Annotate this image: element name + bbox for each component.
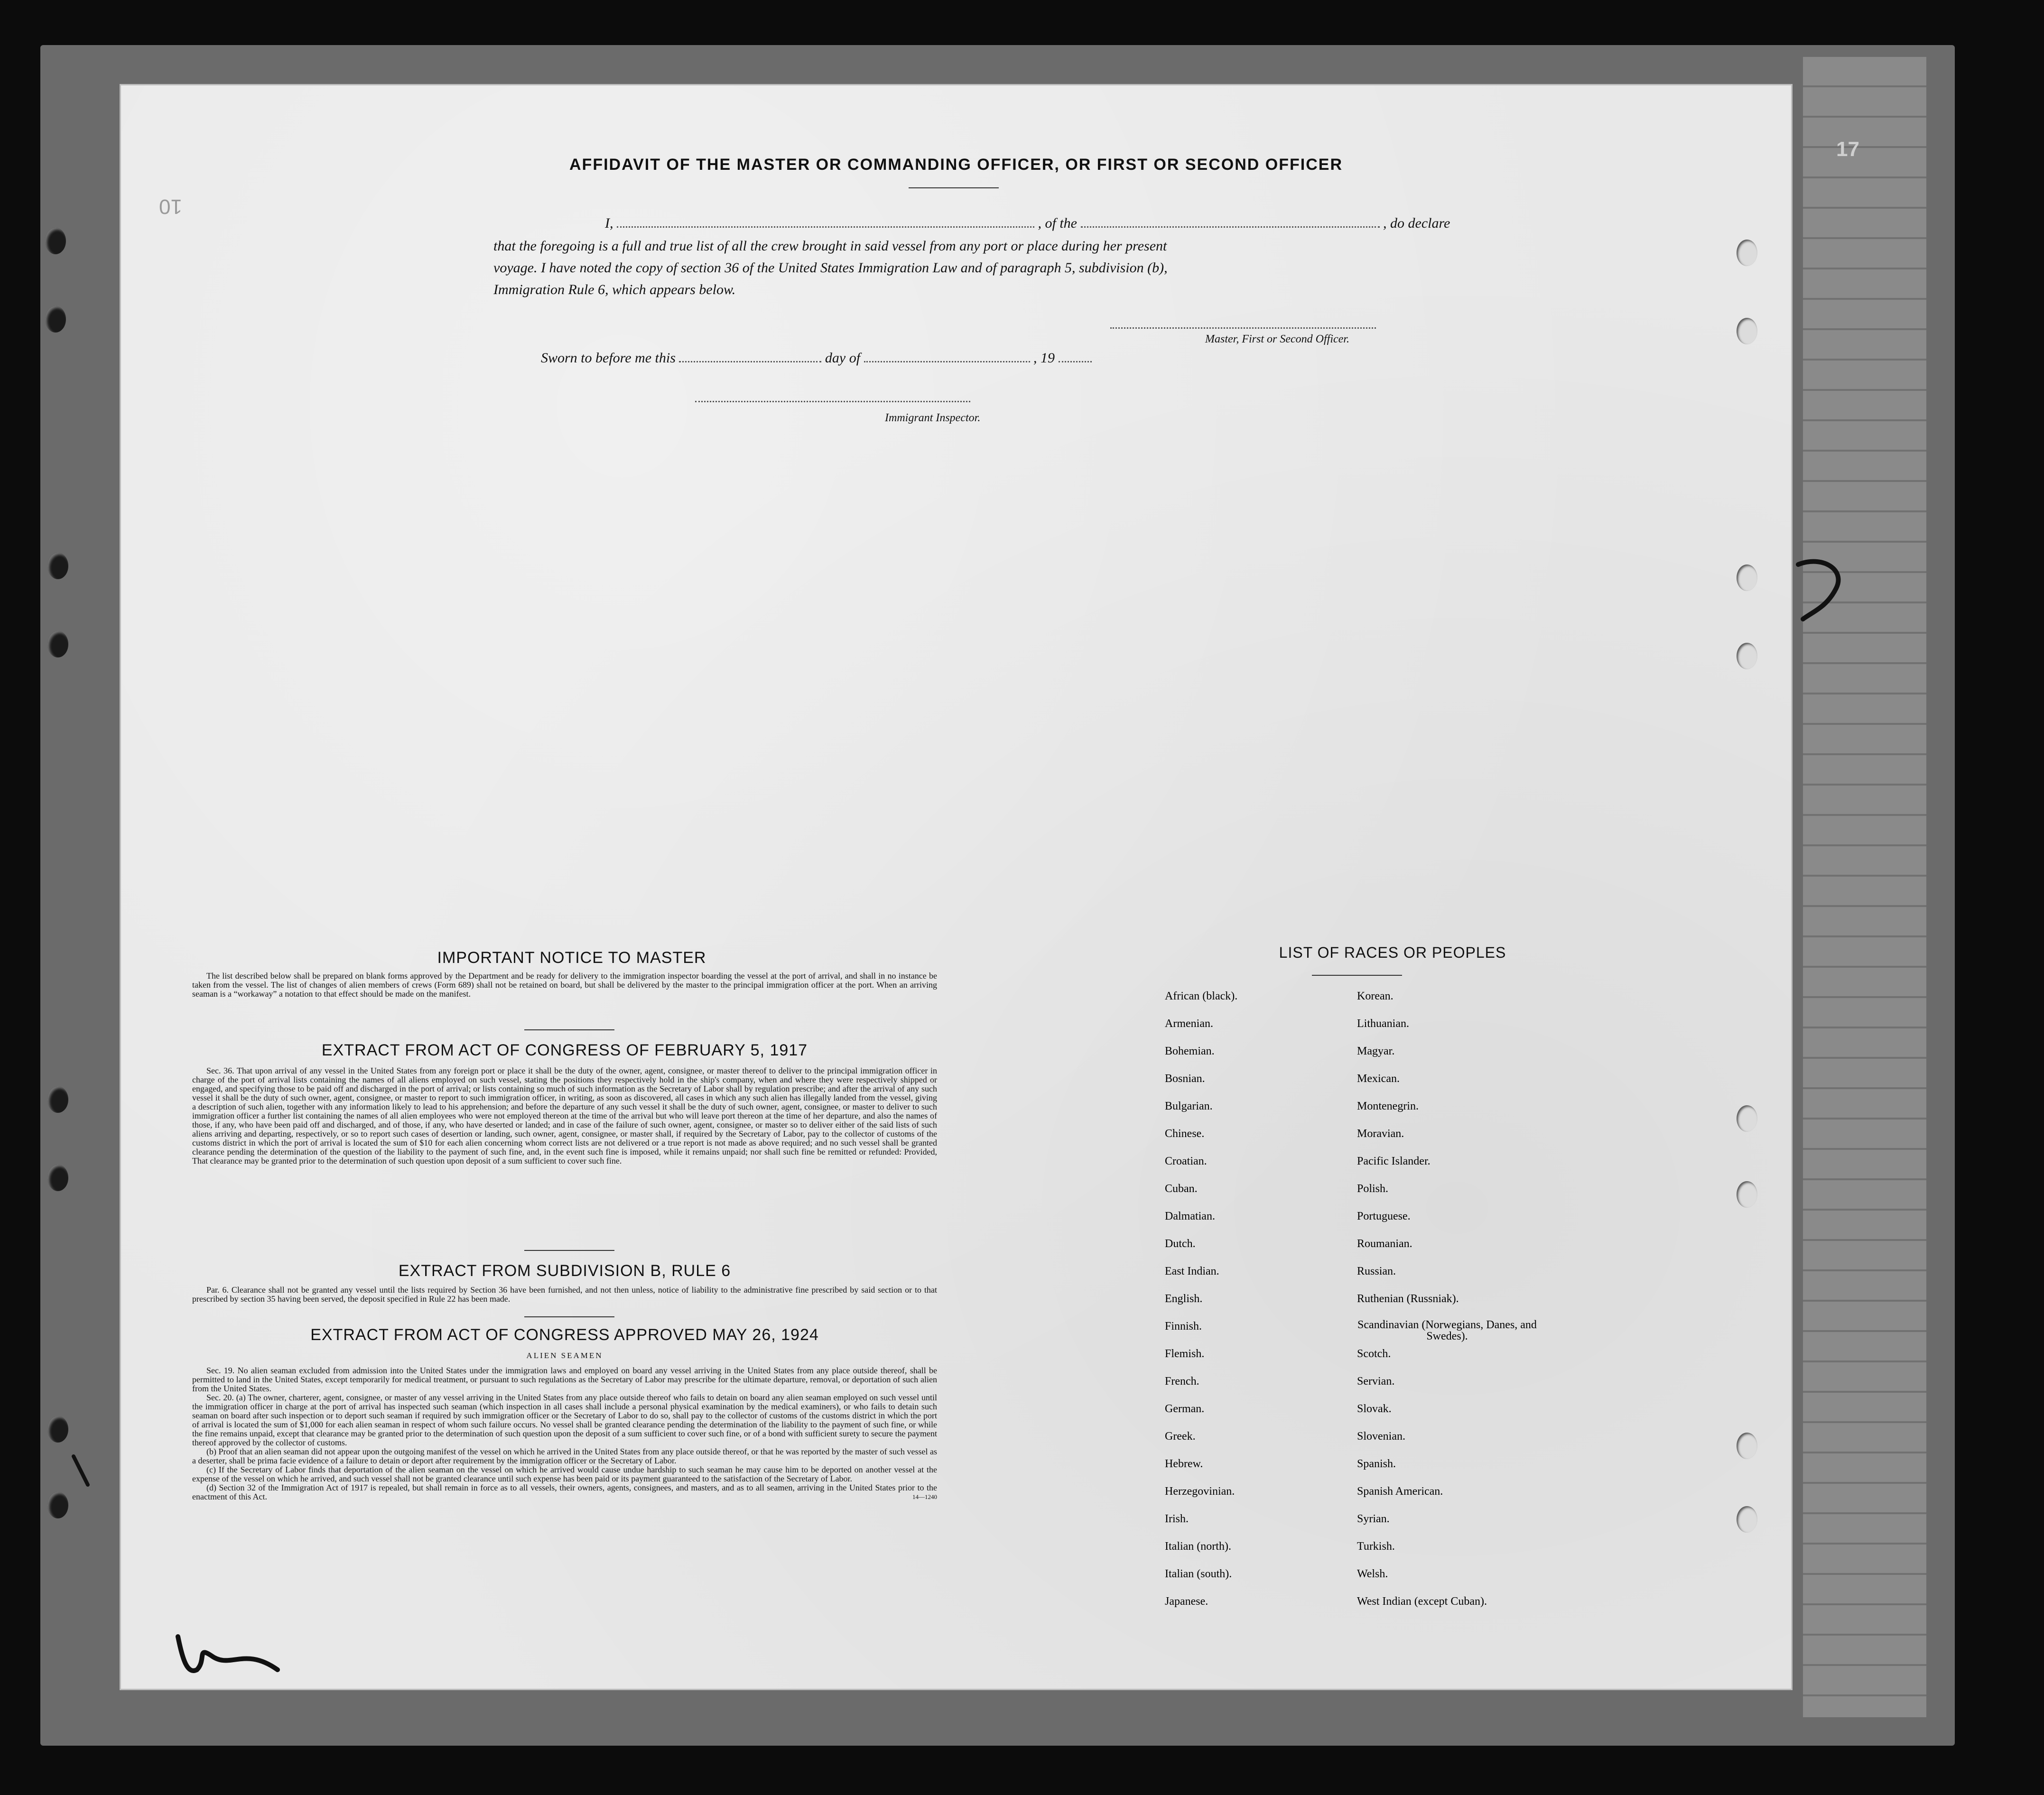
race-item: Finnish. (1165, 1320, 1202, 1332)
race-item: Bulgarian. (1165, 1100, 1213, 1112)
extract-1924-title: EXTRACT FROM ACT OF CONGRESS APPROVED MAY 26, 1924 (310, 1326, 819, 1344)
race-item: Italian (north). (1165, 1540, 1231, 1553)
race-item: Greek. (1165, 1430, 1196, 1443)
binder-hole (47, 1416, 68, 1443)
notice-title: IMPORTANT NOTICE TO MASTER (437, 949, 706, 967)
binder-hole (47, 1492, 68, 1518)
race-item: Hebrew. (1165, 1458, 1203, 1470)
race-item: Croatian. (1165, 1155, 1207, 1167)
page-number: 17 (1836, 138, 1859, 161)
affidavit-line-2: that the foregoing is a full and true list of all the crew brought in said vessel from any port or place during her present (493, 238, 1167, 254)
sec20d-paragraph: (d) Section 32 of the Immigration Act of 1917 is repealed, but shall remain in force as to all vessels, their owners, agents, consignees, and masters, and as to all seamen, arriving in the United States prior to the enactment of this Act. 14—1240 (192, 1483, 937, 1501)
extract-rule6-text: Par. 6. Clearance shall not be granted any vessel until the lists required by Section 36 have been furnished, and not then unless, notice of liability to the administrative fine prescribed by said section or to that prescribed by section 35 having been served, the deposit specified in Rule 22 has been made. (192, 1285, 937, 1304)
section-divider (524, 1029, 614, 1030)
race-item: Ruthenian (Russniak). (1357, 1293, 1459, 1305)
binder-hole (1737, 643, 1757, 669)
race-item: Spanish American. (1357, 1485, 1443, 1498)
binder-hole (1737, 1181, 1757, 1208)
title-underline (909, 187, 999, 188)
race-item: Montenegrin. (1357, 1100, 1419, 1112)
section-divider (524, 1316, 614, 1317)
sec20c-paragraph: (c) If the Secretary of Labor finds that deportation of the alien seaman on the vessel on which he arrived would cause undue hardship to such seaman he may cause him to be deported on another vessel at the expense of the vessel on which he arrived, and such vessel shall not be granted clearance until such expense has been paid or its payment guaranteed to the satisfaction of the Secretary of Labor. (192, 1465, 937, 1483)
sec20a-paragraph: Sec. 20. (a) The owner, charterer, agent, consignee, or master of any vessel arriving in the United States from any place outside thereof who fails to detain on board any alien seaman employed on such vessel until the immigration officer in charge at the port of arrival has inspected such seaman (which inspection in all cases shall include a personal physical examination by the medical examiners), or who fails to detain such seaman on board after such inspection or to deport such seaman if required by such immigration officer or the Secretary of Labor to do so, shall pay to the collector of customs of the customs district in which the port of arrival is located the sum of $1,000 for each alien seaman in respect of whom such failure occurs. No vessel shall be granted clearance pending the determination of the liability to the payment of such fine, or while the fine remains unpaid, except that clearance may be granted prior to the determination of such question upon the deposit of a sum sufficient to cover such fine, or of a bond with sufficient surety to secure the payment thereof approved by the collector of customs. (192, 1393, 937, 1447)
race-item: Welsh. (1357, 1568, 1388, 1580)
races-left-column (1165, 989, 1336, 1622)
race-item: Portuguese. (1357, 1210, 1411, 1222)
binder-hole (1737, 564, 1757, 591)
affidavit-line-1: I, , of the , do declare (605, 215, 1450, 231)
race-item: French. (1165, 1375, 1199, 1388)
binder-hole (1737, 1105, 1757, 1132)
race-item: Japanese. (1165, 1595, 1208, 1608)
race-item: Flemish. (1165, 1348, 1205, 1360)
race-item: Roumanian. (1357, 1238, 1412, 1250)
officer-signature-line (1110, 327, 1376, 329)
race-item: Spanish. (1357, 1458, 1396, 1470)
section-divider (524, 1250, 614, 1251)
affidavit-line-4: Immigration Rule 6, which appears below. (493, 282, 736, 297)
race-item: Irish. (1165, 1513, 1189, 1525)
race-item: Korean. (1357, 990, 1394, 1002)
race-item: Bohemian. (1165, 1045, 1215, 1057)
race-item: Magyar. (1357, 1045, 1395, 1057)
handwritten-mark (69, 1452, 97, 1490)
race-item: African (black). (1165, 990, 1238, 1002)
races-title-underline (1312, 975, 1402, 976)
race-item: Pacific Islander. (1357, 1155, 1431, 1167)
race-item: Dalmatian. (1165, 1210, 1215, 1222)
sworn-line: Sworn to before me this day of , 19 (541, 347, 1092, 369)
race-item: Servian. (1357, 1375, 1395, 1388)
race-item: Chinese. (1165, 1128, 1205, 1140)
race-item: Lithuanian. (1357, 1018, 1409, 1030)
races-right-column (1357, 989, 1556, 1622)
race-item: Scotch. (1357, 1348, 1391, 1360)
affidavit-title: AFFIDAVIT OF THE MASTER OR COMMANDING OFFICER, OR FIRST OR SECOND OFFICER (569, 156, 1343, 174)
race-item: Mexican. (1357, 1073, 1400, 1085)
inspector-caption: Immigrant Inspector. (885, 412, 981, 424)
race-item: Cuban. (1165, 1183, 1198, 1195)
extract-1924-text (192, 1366, 937, 1501)
race-item: English. (1165, 1293, 1203, 1305)
race-item: East Indian. (1165, 1265, 1219, 1277)
binder-hole (45, 306, 66, 333)
binder-hole (47, 1086, 68, 1113)
races-title: LIST OF RACES OR PEOPLES (1279, 944, 1506, 961)
extract-1917-title: EXTRACT FROM ACT OF CONGRESS OF FEBRUARY 5, 1917 (321, 1041, 808, 1059)
alien-seamen-subtitle: ALIEN SEAMEN (526, 1351, 603, 1360)
stacked-page-edges (1803, 57, 1926, 1717)
handwritten-mark (1793, 555, 1850, 621)
binder-hole (47, 553, 68, 579)
sec19-paragraph: Sec. 19. No alien seaman excluded from admission into the United States under the immigration laws and employed on board any vessel arriving in the United States from any place outside thereof, shall be permitted to land in the United States, except temporarily for medical treatment, or pursuant to such regulations as the Secretary of Labor may prescribe for the ultimate departure, removal, or deportation of such alien from the United States. (192, 1366, 937, 1393)
race-item: West Indian (except Cuban). (1357, 1595, 1487, 1608)
race-item: Moravian. (1357, 1128, 1404, 1140)
race-item: Armenian. (1165, 1018, 1213, 1030)
notice-text: The list described below shall be prepared on blank forms approved by the Department and be ready for delivery to the immigration inspector boarding the vessel at the port of arrival, and shall in no instance be taken from the vessel. The list of changes of alien members of crews (Form 689) shall not be retained on board, but shall be delivered by the master to the principal immigration officer at the port. When an arriving seaman is a “workaway” a notation to that effect should be made on the manifest. (192, 971, 937, 999)
extract-rule6-title: EXTRACT FROM SUBDIVISION B, RULE 6 (398, 1262, 731, 1280)
bleed-through-mark: 10 (159, 195, 182, 218)
race-item: Dutch. (1165, 1238, 1196, 1250)
officer-caption: Master, First or Second Officer. (1205, 333, 1349, 345)
race-item: Polish. (1357, 1183, 1389, 1195)
binder-hole (1737, 1506, 1757, 1533)
race-item: Bosnian. (1165, 1073, 1205, 1085)
race-item: Scandinavian (Norwegians, Danes, and Swedes). (1357, 1319, 1537, 1342)
extract-1917-text: Sec. 36. That upon arrival of any vessel in the United States from any foreign port or place it shall be the duty of the owner, agent, consignee, or master thereof to deliver to the principal immigration officer in charge of the port of arrival lists containing the names of all aliens employed on such vessel, stating the positions they respectively hold in the ship's company, when and where they were respectively shipped or engaged, and specifying those to be paid off and discharged in the port of arrival; or lists containing so much of such information as the Secretary of Labor shall by regulation prescribe; and after the arrival of any such vessel it shall be the duty of such owner, agent, consignee, or master to report to such immigration officer, in writing, as soon as discovered, all cases in which any such alien has illegally landed from the vessel, giving a description of such alien, together with any information likely to lead to his apprehension; and before the departure of any such vessel it shall be the duty of such owner, agent, consignee, or master to deliver to such immigration officer a further list containing the names of all alien employees who were not employed thereon at the time of the arrival but who will leave port thereon at the time of her departure, and also the names of those, if any, who have been paid off and discharged, and of those, if any, who have deserted or landed; and in case of the failure of such owner, agent, consignee, or master so to deliver either of the said lists of such aliens arriving and departing, respectively, or so to report such cases of desertion or landing, such owner, agent, consignee, or master shall, if required by the Secretary of Labor, pay to the collector of customs of the customs district in which the port of arrival is located the sum of $10 for each alien concerning whom correct lists are not delivered or a true report is not made as above required; and no such vessel shall be granted clearance pending the determination of the question of the liability to the payment of such fine, and, in the event such fine is imposed, while it remains unpaid; nor shall such fine be remitted or refunded: Provided, That clearance may be granted prior to the determination of such question upon deposit of a sum sufficient to cover such fine. (192, 1066, 937, 1166)
sec20b-paragraph: (b) Proof that an alien seaman did not appear upon the outgoing manifest of the vessel on which he arrived in the United States from any place outside thereof, or that he was reported by the master of such vessel as a deserter, shall be prima facie evidence of a failure to detain or deport after requirement by the immigration officer or the Secretary of Labor. (192, 1447, 937, 1465)
binder-hole (1737, 1433, 1757, 1459)
form-code: 14—1240 (912, 1493, 937, 1500)
binder-hole (45, 228, 66, 254)
race-item: Italian (south). (1165, 1568, 1232, 1580)
document-page (121, 85, 1791, 1689)
race-item: German. (1165, 1403, 1205, 1415)
binder-hole (1737, 240, 1757, 266)
binder-hole (1737, 318, 1757, 344)
race-item: Herzegovinian. (1165, 1485, 1235, 1498)
race-item: Syrian. (1357, 1513, 1390, 1525)
race-item: Slovenian. (1357, 1430, 1405, 1443)
handwritten-mark (168, 1618, 292, 1689)
binder-hole (47, 631, 68, 657)
race-item: Turkish. (1357, 1540, 1395, 1553)
race-item: Russian. (1357, 1265, 1396, 1277)
binder-hole (47, 1165, 68, 1191)
inspector-signature-line (695, 401, 970, 402)
affidavit-line-3: voyage. I have noted the copy of section 36 of the United States Immigration Law and of paragraph 5, subdivision (b), (493, 260, 1168, 276)
race-item: Slovak. (1357, 1403, 1392, 1415)
